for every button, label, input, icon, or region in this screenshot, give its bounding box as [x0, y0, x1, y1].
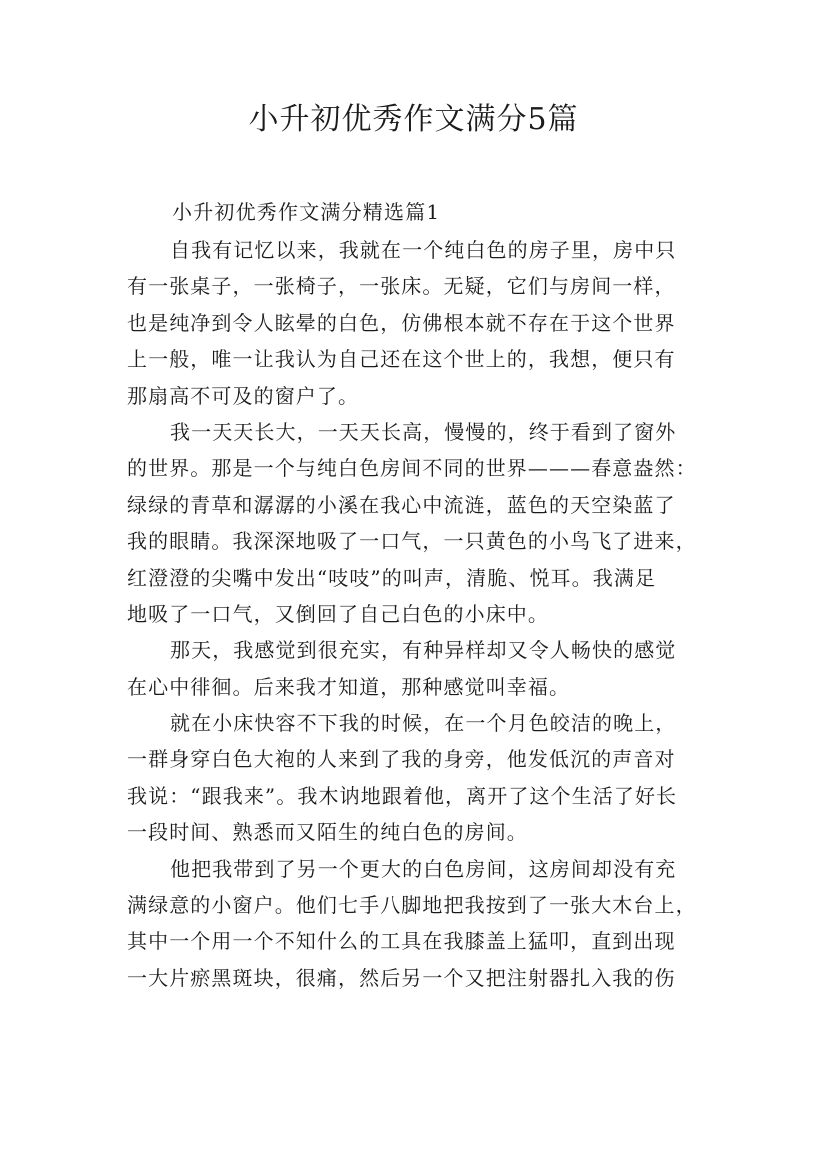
text-line: 一大片瘀黑斑块，很痛，然后另一个又把注射器扎入我的伤 — [127, 965, 676, 990]
text-line: 其中一个用一个不知什么的工具在我膝盖上猛叩，直到出现 — [127, 929, 676, 954]
text-line: 一群身穿白色大袍的人来到了我的身旁，他发低沉的声音对 — [127, 747, 676, 772]
text-line: 也是纯净到令人眩晕的白色，仿佛根本就不存在于这个世界 — [127, 310, 676, 335]
section-heading: 小升初优秀作文满分精选篇1 — [172, 200, 441, 224]
document-title: 小升初优秀作文满分5篇 — [248, 102, 579, 137]
text-line: 满绿意的小窗户。他们七手八脚地把我按到了一张大木台上， — [127, 893, 697, 918]
text-line: 在心中徘徊。后来我才知道，那种感觉叫幸福。 — [127, 674, 571, 699]
text-line: 红澄澄的尖嘴中发出“吱吱”的叫声，清脆、悦耳。我满足 — [127, 565, 657, 590]
text-line: 那天，我感觉到很充实，有种异样却又令人畅快的感觉 — [170, 638, 677, 663]
text-line: 我的眼睛。我深深地吸了一口气，一只黄色的小鸟飞了进来， — [127, 529, 697, 554]
text-line: 我说：“跟我来”。我木讷地跟着他，离开了这个生活了好长 — [127, 783, 678, 808]
text-line: 上一般，唯一让我认为自己还在这个世上的，我想，便只有 — [127, 347, 676, 372]
article-body — [127, 232, 707, 996]
text-line: 自我有记忆以来，我就在一个纯白色的房子里，房中只 — [170, 238, 677, 262]
text-line: 有一张桌子，一张椅子，一张床。无疑，它们与房间一样， — [127, 274, 676, 299]
text-line: 一段时间、熟悉而又陌生的纯白色的房间。 — [127, 820, 528, 845]
text-line: 绿绿的青草和潺潺的小溪在我心中流涟，蓝色的天空染蓝了 — [127, 492, 676, 517]
text-line: 我一天天长大，一天天长高，慢慢的，终于看到了窗外 — [170, 419, 677, 444]
text-line: 他把我带到了另一个更大的白色房间，这房间却没有充 — [170, 856, 677, 881]
text-line: 那扇高不可及的窗户了。 — [127, 383, 360, 408]
text-line: 地吸了一口气，又倒回了自己白色的小床中。 — [127, 601, 549, 626]
text-line: 就在小床快容不下我的时候，在一个月色皎洁的晚上， — [170, 711, 677, 736]
text-line: 的世界。那是一个与纯白色房间不同的世界———春意盎然： — [127, 456, 697, 481]
